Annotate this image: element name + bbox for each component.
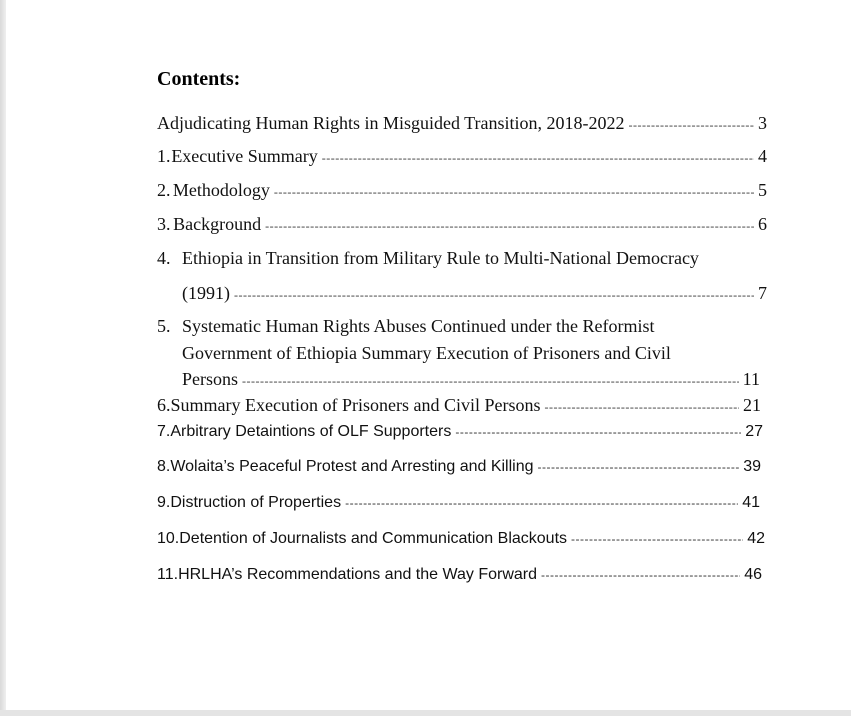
toc-page-number: 3 (758, 113, 767, 133)
toc-entry-title: Systematic Human Rights Abuses Continued under the Reformist (182, 316, 655, 336)
toc-leader-dots (544, 400, 739, 415)
toc-page-number: 5 (758, 180, 767, 200)
toc-leader-dots (322, 151, 754, 166)
toc-entry[interactable] (157, 566, 762, 584)
toc-page-number: 42 (747, 530, 765, 547)
toc-entry-number: 1. (157, 146, 171, 166)
toc-entry-number: 2. (157, 180, 171, 200)
toc-entry-title: Ethiopia in Transition from Military Rule to Multi-National Democracy (182, 248, 699, 268)
toc-entry-title: Wolaita’s Peaceful Protest and Arresting and Killing (170, 458, 534, 475)
toc-page-number: 27 (745, 423, 763, 440)
toc-entry-number: 6. (157, 395, 171, 415)
toc-entry-title: Arbitrary Detaintions of OLF Supporters (170, 423, 452, 440)
toc-page-number: 21 (743, 395, 761, 415)
toc-entry-continuation[interactable] (182, 283, 767, 304)
toc-entry[interactable] (157, 458, 761, 476)
toc-entry-number: 11. (157, 566, 179, 583)
toc-entry[interactable] (157, 180, 767, 201)
toc-entry-title-continued: Persons (182, 369, 239, 389)
toc-page-number: 4 (758, 146, 767, 166)
toc-entry-number: 9. (157, 494, 171, 511)
toc-page-number: 46 (744, 566, 762, 583)
toc-entry[interactable] (157, 248, 767, 269)
contents-heading: Contents: (157, 68, 241, 90)
toc-leader-dots (345, 496, 738, 510)
toc-entry[interactable] (157, 530, 765, 548)
toc-entry-title: Executive Summary (171, 146, 318, 166)
toc-entry-title: Detention of Journalists and Communication Blackouts (179, 530, 568, 547)
toc-leader-dots (234, 288, 754, 303)
toc-entry[interactable] (157, 113, 767, 134)
toc-leader-dots (629, 118, 754, 133)
toc-page-number: 39 (743, 458, 761, 475)
toc-entry-number: 10. (157, 530, 180, 547)
toc-entry[interactable] (157, 494, 760, 512)
toc-entry[interactable] (157, 316, 767, 337)
toc-entry-title: Summary Execution of Prisoners and Civil Persons (170, 395, 541, 415)
toc-leader-dots (274, 185, 754, 200)
toc-entry-number: 8. (157, 458, 171, 475)
toc-entry-title: Background (173, 214, 262, 234)
toc-page-number: 41 (742, 494, 760, 511)
toc-page-number: 7 (758, 283, 767, 303)
toc-leader-dots (455, 425, 741, 439)
toc-entry-title-continued: Government of Ethiopia Summary Execution of Prisoners and Civil (182, 343, 671, 363)
toc-leader-dots (265, 219, 754, 234)
page-bottom-edge (0, 710, 851, 716)
toc-entry[interactable] (157, 423, 763, 441)
toc-page-number: 11 (742, 369, 760, 389)
toc-entry[interactable] (157, 146, 767, 167)
toc-entry-title: Adjudicating Human Rights in Misguided Transition, 2018-2022 (157, 113, 625, 133)
toc-leader-dots (571, 532, 743, 546)
toc-leader-dots (538, 460, 740, 474)
toc-entry[interactable] (157, 214, 767, 235)
toc-entry-number: 4. (157, 248, 171, 268)
toc-entry-number: 5. (157, 316, 171, 336)
toc-entry-title-continued: (1991) (182, 283, 230, 303)
toc-entry-title: HRLHA’s Recommendations and the Way Forward (178, 566, 538, 583)
toc-entry[interactable] (157, 395, 761, 416)
toc-entry-number: 3. (157, 214, 171, 234)
toc-leader-dots (541, 568, 740, 582)
toc-entry-continuation[interactable] (182, 369, 760, 390)
toc-page-number: 6 (758, 214, 767, 234)
toc-entry-title: Distruction of Properties (170, 494, 342, 511)
toc-leader-dots (242, 374, 739, 389)
toc-entry-number: 7. (157, 423, 171, 440)
toc-entry-title: Methodology (172, 180, 270, 200)
